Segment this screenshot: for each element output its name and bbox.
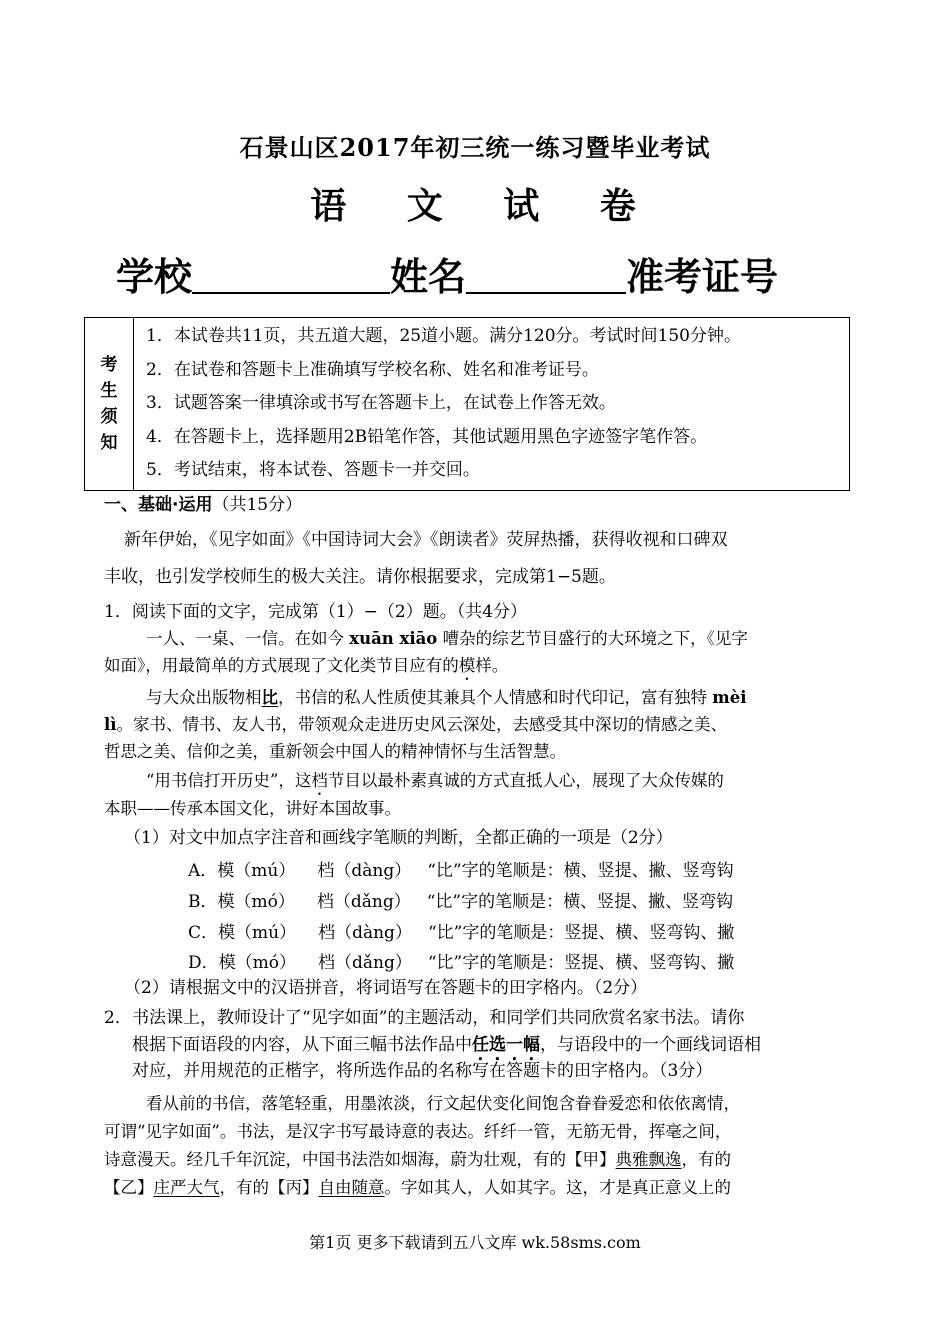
- q1-option-d[interactable]: [188, 948, 734, 973]
- q1-passage-line: 本职——传承本国文化，讲好本国故事。: [104, 799, 401, 818]
- option-bi: “比”字的笔顺是：横、竖提、撇、竖弯钩: [426, 892, 734, 912]
- notice-label-char: 须: [100, 406, 118, 427]
- q1-sub1: （1）对文中加点字注音和画线字笔顺的判断，全都正确的一项是（2分）: [124, 828, 673, 848]
- notice-items: [134, 318, 850, 491]
- section1-title: 一、基础·运用: [104, 495, 213, 515]
- q2-passage-line: [104, 1174, 731, 1198]
- q2-passage-line: 可谓“见字如面”。书法，是汉字书写最诗意的表达。纤纤一管，无筋无骨，挥毫之间，: [104, 1122, 732, 1141]
- q1-passage-line: [104, 711, 727, 735]
- option-bi: “比”字的笔顺是：竖提、横、竖弯钩、撇: [427, 953, 735, 973]
- text-span: 。字如其人，人如其字。这，才是真正意义上的: [384, 1178, 731, 1197]
- q2-passage-line: [104, 1146, 731, 1170]
- q1-stem: 1．阅读下面的文字，完成第（1）−（2）题。（共4分）: [104, 602, 528, 622]
- emphasized-any-one: 任选一幅: [472, 1035, 540, 1055]
- pinyin-xuanxiao: xuān xiāo: [349, 629, 438, 648]
- name-label: 姓名: [390, 254, 467, 299]
- notice-item: 2．在试卷和答题卡上准确填写学校名称、姓名和准考证号。: [146, 359, 599, 380]
- name-blank[interactable]: [466, 256, 626, 294]
- notice-label-char: 考: [100, 354, 118, 375]
- text-span: 诗意漫天。经几千年沉淀，中国书法浩如烟海，蔚为壮观，有的【甲】: [104, 1150, 616, 1169]
- q2-number: 2．: [104, 1008, 132, 1028]
- section1-points: （共15分）: [212, 495, 303, 515]
- notice-item: 1．本试卷共11页，共五道大题，25道小题。满分120分。考试时间150分钟。: [146, 326, 741, 346]
- q1-passage-line: [146, 625, 748, 649]
- text-span: 如面》，用最简单的方式展现了文化类节目应有的: [104, 656, 459, 675]
- text-span: ，书信的私人性质使其兼具个人情感和时代印记，富有独特: [278, 688, 713, 707]
- text-span: 样。: [475, 656, 509, 675]
- text-span: 嘈杂的综艺节目盛行的大环境之下，《见字: [437, 629, 748, 648]
- underlined-phrase-jia: 典雅飘逸: [615, 1150, 682, 1169]
- exam-notice-box: [84, 317, 850, 491]
- section1-heading: [104, 490, 302, 515]
- q1-option-a[interactable]: [188, 856, 734, 881]
- q1-option-c[interactable]: [188, 918, 734, 943]
- q1-sub2: （2）请根据文中的汉语拼音，将词语写在答题卡的田字格内。（2分）: [124, 978, 648, 998]
- option-letter: B．: [188, 892, 218, 912]
- option-letter: D．: [188, 953, 219, 973]
- pinyin-meili-2: lì: [104, 715, 117, 734]
- option-mo: 模（mú）: [218, 923, 297, 943]
- school-label: 学校: [116, 254, 193, 299]
- notice-item: 4．在答题卡上，选择题用2B铅笔作答，其他试题用黑色字迹签字笔作答。: [146, 426, 708, 447]
- dotted-char-mo: 模: [458, 656, 476, 675]
- option-bi: “比”字的笔顺是：竖提、横、竖弯钩、撇: [427, 923, 735, 943]
- option-dang: 档（dàng）: [317, 861, 412, 881]
- exam-subtitle: 石景山区2017年初三统一练习暨毕业考试: [239, 133, 711, 162]
- option-dang: 档（dǎng）: [318, 953, 412, 973]
- section1-intro-line: 新年伊始，《见字如面》《中国诗词大会》《朗读者》荧屏热播，获得收视和口碑双: [124, 530, 728, 550]
- text-span: 节目以最朴素真诚的方式直抵人心，展现了大众传媒的: [327, 771, 724, 790]
- q2-stem-line: 书法课上，教师设计了“见字如面”的主题活动，和同学们共同欣赏名家书法。请你: [132, 1008, 745, 1028]
- text-span: 【乙】: [104, 1178, 154, 1197]
- notice-label-char: 生: [100, 380, 118, 401]
- q1-passage-line: 哲思之美、信仰之美，重新领会中国人的精神情怀与生活智慧。: [104, 742, 566, 761]
- notice-item: 5．考试结束，将本试卷、答题卡一并交回。: [146, 460, 480, 480]
- option-letter: C．: [188, 923, 219, 943]
- q1-option-b[interactable]: [188, 887, 733, 912]
- underlined-char-bi: 比: [261, 688, 278, 707]
- notice-label-char: 知: [100, 432, 118, 453]
- q2-passage-line: 看从前的书信，落笔轻重，用墨浓淡，行文起伏变化间饱含眷眷爱恋和依依离情，: [146, 1094, 740, 1113]
- option-mo: 模（mó）: [217, 892, 295, 912]
- option-mo: 模（mú）: [217, 861, 296, 881]
- option-dang: 档（dǎng）: [316, 892, 411, 912]
- notice-item: 3．试题答案一律填涂或书写在答题卡上，在试卷上作答无效。: [146, 393, 616, 413]
- section1-intro-line: 丰收，也引发学校师生的极大关注。请你根据要求，完成第1−5题。: [104, 567, 616, 587]
- text-span: 。家书、情书、友人书，带领观众走进历史风云深处，去感受其中深切的情感之美、: [116, 715, 728, 734]
- option-mo: 模（mó）: [218, 953, 296, 973]
- q1-passage-line: [104, 652, 508, 684]
- text-span: 一人、一桌、一信。在如今: [146, 629, 350, 648]
- school-blank[interactable]: [192, 256, 390, 294]
- underlined-phrase-yi: 庄严大气: [153, 1178, 220, 1197]
- notice-label: [85, 318, 134, 491]
- page-footer: 第1页 更多下载请到五八文库 wk.58sms.com: [309, 1233, 641, 1252]
- underlined-phrase-bing: 自由随意: [318, 1178, 385, 1197]
- option-dang: 档（dàng）: [318, 923, 412, 943]
- q1-passage-line: [146, 684, 746, 708]
- text-span: 根据下面语段的内容，从下面三幅书法作品中: [132, 1035, 472, 1055]
- text-span: 与大众出版物相: [146, 688, 262, 707]
- exam-title: 语 文 试 卷: [310, 185, 660, 227]
- pinyin-meili-1: mèi: [712, 688, 747, 707]
- option-bi: “比”字的笔顺是：横、竖提、撇、竖弯钩: [427, 861, 734, 881]
- text-span: ，与语段中的一个画线词语相: [540, 1035, 761, 1055]
- text-span: ，有的【丙】: [219, 1178, 319, 1197]
- exam-id-label: 准考证号: [626, 254, 779, 299]
- dotted-char-dang: 档: [311, 771, 328, 790]
- option-letter: A．: [188, 861, 218, 881]
- q2-stem-line: 对应，并用规范的正楷字，将所选作品的名称写在答题卡的田字格内。（3分）: [132, 1061, 713, 1081]
- text-span: ，有的: [681, 1150, 731, 1169]
- student-info-line: [116, 246, 778, 301]
- text-span: “用书信打开历史”，这: [146, 771, 312, 790]
